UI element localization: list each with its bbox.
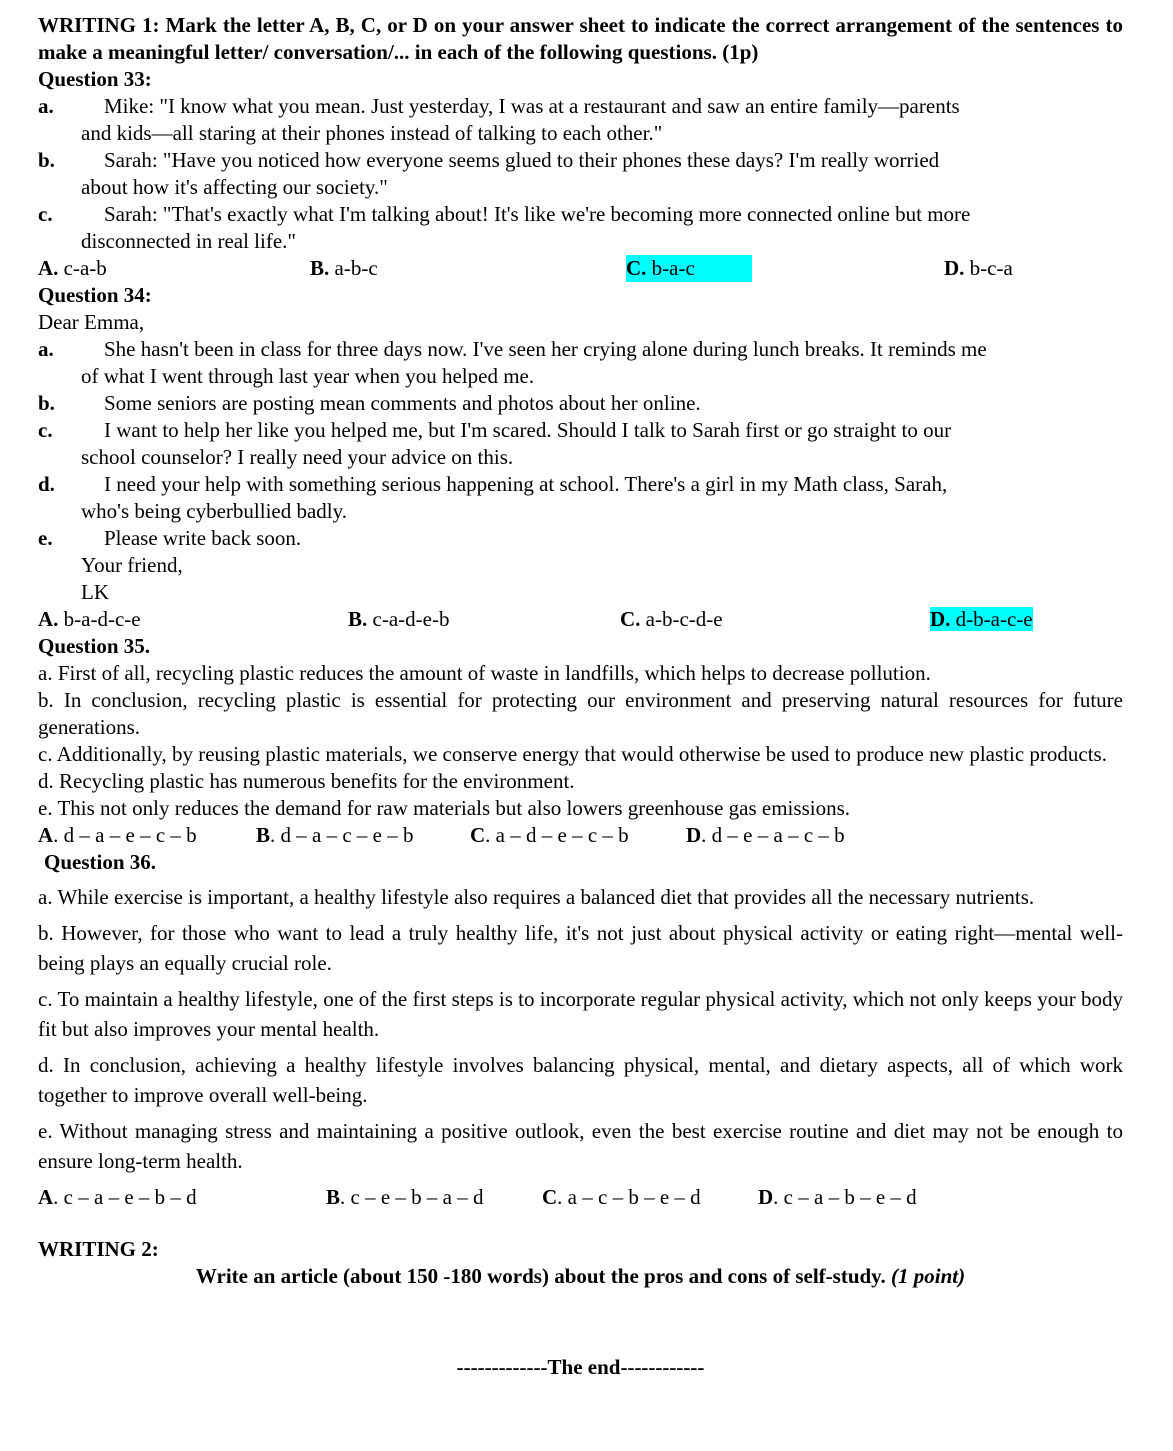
q33-option-d[interactable]: D. b-c-a xyxy=(944,256,1013,280)
item-text: Mike: "I know what you mean. Just yesterday, I was at a restaurant and saw an entire family—parents xyxy=(104,94,960,118)
item-text: I want to help her like you helped me, but I'm scared. Should I talk to Sarah first or go straight to our xyxy=(104,418,952,442)
item-text-cont: and kids—all staring at their phones instead of talking to each other." xyxy=(81,121,663,145)
item-text-cont: of what I went through last year when you helped me. xyxy=(81,364,535,388)
q36-option-c[interactable]: C. a – c – b – e – d xyxy=(542,1185,701,1209)
item-label: c. xyxy=(38,202,53,226)
q34-closing: Your friend, xyxy=(81,553,183,577)
q36-option-a[interactable]: A. c – a – e – b – d xyxy=(38,1185,197,1209)
q34-item-d xyxy=(38,471,1123,525)
end-marker: -------------The end------------ xyxy=(456,1355,705,1379)
q34-signature: LK xyxy=(81,580,109,604)
q35-option-d[interactable]: D. d – e – a – c – b xyxy=(686,823,845,847)
q34-option-a[interactable]: A. b-a-d-c-e xyxy=(38,607,141,631)
q33-option-c[interactable]: C. b-a-c xyxy=(626,255,944,282)
q34-item-c xyxy=(38,417,1123,471)
q35-para-e: e. This not only reduces the demand for raw materials but also lowers greenhouse gas emissions. xyxy=(38,796,850,820)
q36-para-c: c. To maintain a healthy lifestyle, one of the first steps is to incorporate regular physical activity, which not only keeps your body fit but also improves your mental health. xyxy=(38,987,1123,1041)
item-label: a. xyxy=(38,337,54,361)
q35-options xyxy=(38,822,1123,849)
item-text: Sarah: "That's exactly what I'm talking about! It's like we're becoming more connected online but more xyxy=(104,202,971,226)
q33-option-a[interactable]: A. c-a-b xyxy=(38,256,107,280)
q36-para-d: d. In conclusion, achieving a healthy lifestyle involves balancing physical, mental, and dietary aspects, all of which work together to improve overall well-being. xyxy=(38,1053,1123,1107)
item-text-cont: school counselor? I really need your advice on this. xyxy=(81,445,514,469)
item-text: Sarah: "Have you noticed how everyone seems glued to their phones these days? I'm really worried xyxy=(104,148,940,172)
q34-items xyxy=(38,336,1123,552)
q36-options xyxy=(38,1182,1123,1212)
item-text: She hasn't been in class for three days now. I've seen her crying alone during lunch breaks. It reminds me xyxy=(104,337,987,361)
q36-option-b[interactable]: B. c – e – b – a – d xyxy=(326,1185,484,1209)
q33-item-a xyxy=(38,93,1123,147)
q34-option-c[interactable]: C. a-b-c-d-e xyxy=(620,607,723,631)
q34-item-e xyxy=(38,525,1123,552)
q35-para-b: b. In conclusion, recycling plastic is essential for protecting our environment and preserving natural resources for future generations. xyxy=(38,688,1123,739)
q33-option-b[interactable]: B. a-b-c xyxy=(310,256,378,280)
q36-para-a: a. While exercise is important, a healthy lifestyle also requires a balanced diet that provides all the necessary nutrients. xyxy=(38,885,1035,909)
item-text: I need your help with something serious happening at school. There's a girl in my Math class, Sarah, xyxy=(104,472,948,496)
q36-para-e: e. Without managing stress and maintaining a positive outlook, even the best exercise routine and diet may not be enough to ensure long-term health. xyxy=(38,1119,1123,1173)
writing2-task: Write an article (about 150 -180 words) about the pros and cons of self-study. (1 point) xyxy=(195,1264,966,1288)
item-label: b. xyxy=(38,148,55,172)
item-label: e. xyxy=(38,526,53,550)
writing1-heading: WRITING 1: Mark the letter A, B, C, or D on your answer sheet to indicate the correct arrangement of the sentences to make a meaningful letter/ conversation/... in each of the following questions. (1p) xyxy=(38,13,1123,64)
item-text-cont: about how it's affecting our society." xyxy=(81,175,388,199)
q33-item-b xyxy=(38,147,1123,201)
writing2-title: WRITING 2: xyxy=(38,1237,159,1261)
q36-title: Question 36. xyxy=(44,850,157,874)
item-label: b. xyxy=(38,391,55,415)
q34-greeting: Dear Emma, xyxy=(38,310,145,334)
item-label: c. xyxy=(38,418,53,442)
item-text-cont: disconnected in real life." xyxy=(81,229,296,253)
q34-option-b[interactable]: B. c-a-d-e-b xyxy=(348,607,450,631)
q35-option-c[interactable]: C. a – d – e – c – b xyxy=(470,823,629,847)
q35-option-a[interactable]: A. d – a – e – c – b xyxy=(38,823,197,847)
item-text: Please write back soon. xyxy=(104,526,302,550)
q34-options xyxy=(38,606,1123,633)
q34-title: Question 34: xyxy=(38,283,152,307)
q35-option-b[interactable]: B. d – a – c – e – b xyxy=(256,823,414,847)
item-text: Some seniors are posting mean comments and photos about her online. xyxy=(104,391,701,415)
q36-option-d[interactable]: D. c – a – b – e – d xyxy=(758,1185,917,1209)
item-text-cont: who's being cyberbullied badly. xyxy=(81,499,348,523)
q34-option-d[interactable]: D. d-b-a-c-e xyxy=(930,607,1033,631)
q33-title: Question 33: xyxy=(38,67,152,91)
item-label: a. xyxy=(38,94,54,118)
writing2-points: (1 point) xyxy=(891,1264,966,1288)
q35-para-a: a. First of all, recycling plastic reduces the amount of waste in landfills, which helps to decrease pollution. xyxy=(38,661,931,685)
q34-item-b xyxy=(38,390,1123,417)
item-label: d. xyxy=(38,472,55,496)
q35-title: Question 35. xyxy=(38,634,151,658)
q33-items xyxy=(38,93,1123,255)
q33-options xyxy=(38,255,1123,282)
q35-para-c: c. Additionally, by reusing plastic materials, we conserve energy that would otherwise be used to produce new plastic products. xyxy=(38,742,1107,766)
q33-item-c xyxy=(38,201,1123,255)
q34-item-a xyxy=(38,336,1123,390)
q35-para-d: d. Recycling plastic has numerous benefits for the environment. xyxy=(38,769,575,793)
q36-para-b: b. However, for those who want to lead a truly healthy life, it's not just about physical activity or eating right—mental well-being plays an equally crucial role. xyxy=(38,921,1123,975)
